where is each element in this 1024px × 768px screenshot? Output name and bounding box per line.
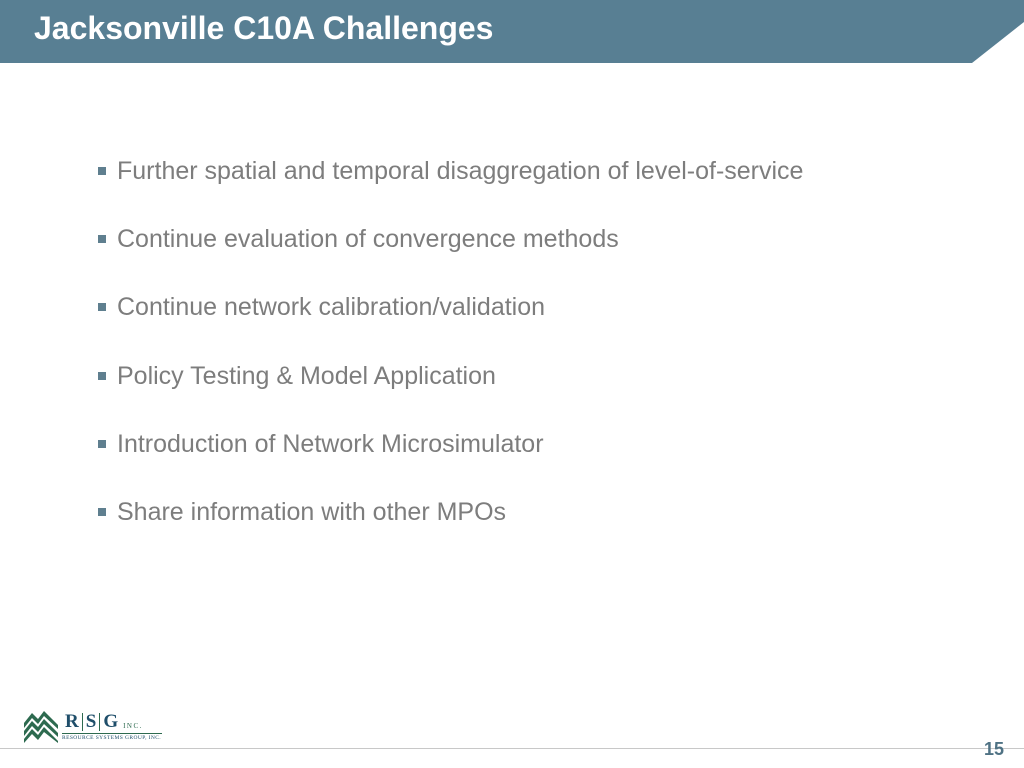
bullet-item <box>96 357 996 425</box>
footer-divider <box>0 748 1024 749</box>
bullet-item <box>96 220 996 288</box>
bullet-text: Share information with other MPOs <box>117 497 507 526</box>
title-bar <box>0 0 1024 63</box>
square-bullet-icon <box>98 303 106 311</box>
bullet-text: Continue network calibration/validation <box>117 293 546 322</box>
logo-letter-s: S <box>85 711 97 732</box>
bullet-text: Policy Testing & Model Application <box>117 361 496 390</box>
square-bullet-icon <box>98 440 106 448</box>
mountain-logo-icon <box>24 709 58 743</box>
square-bullet-icon <box>98 235 106 243</box>
bullet-item <box>96 288 996 356</box>
bullet-text: Further spatial and temporal disaggregation of level-of-service <box>117 157 804 185</box>
bullet-item <box>96 493 996 561</box>
square-bullet-icon <box>98 167 106 175</box>
logo-company-name: RESOURCE SYSTEMS GROUP, INC. <box>62 735 162 741</box>
square-bullet-icon <box>98 508 106 516</box>
bullet-text: Continue evaluation of convergence methods <box>117 225 619 254</box>
rsg-logo <box>24 709 166 745</box>
bullet-item <box>96 425 996 493</box>
square-bullet-icon <box>98 372 106 380</box>
logo-wordmark <box>62 711 143 733</box>
logo-letter-r: R <box>65 711 79 732</box>
bullet-text: Introduction of Network Microsimulator <box>117 429 544 458</box>
logo-underline <box>62 733 162 734</box>
logo-inc: INC. <box>123 722 143 730</box>
slide-title: Jacksonville C10A Challenges <box>34 10 494 46</box>
logo-letter-g: G <box>103 711 119 732</box>
bullet-list <box>96 152 996 561</box>
page-number: 15 <box>983 739 1004 759</box>
bullet-item <box>96 152 996 220</box>
